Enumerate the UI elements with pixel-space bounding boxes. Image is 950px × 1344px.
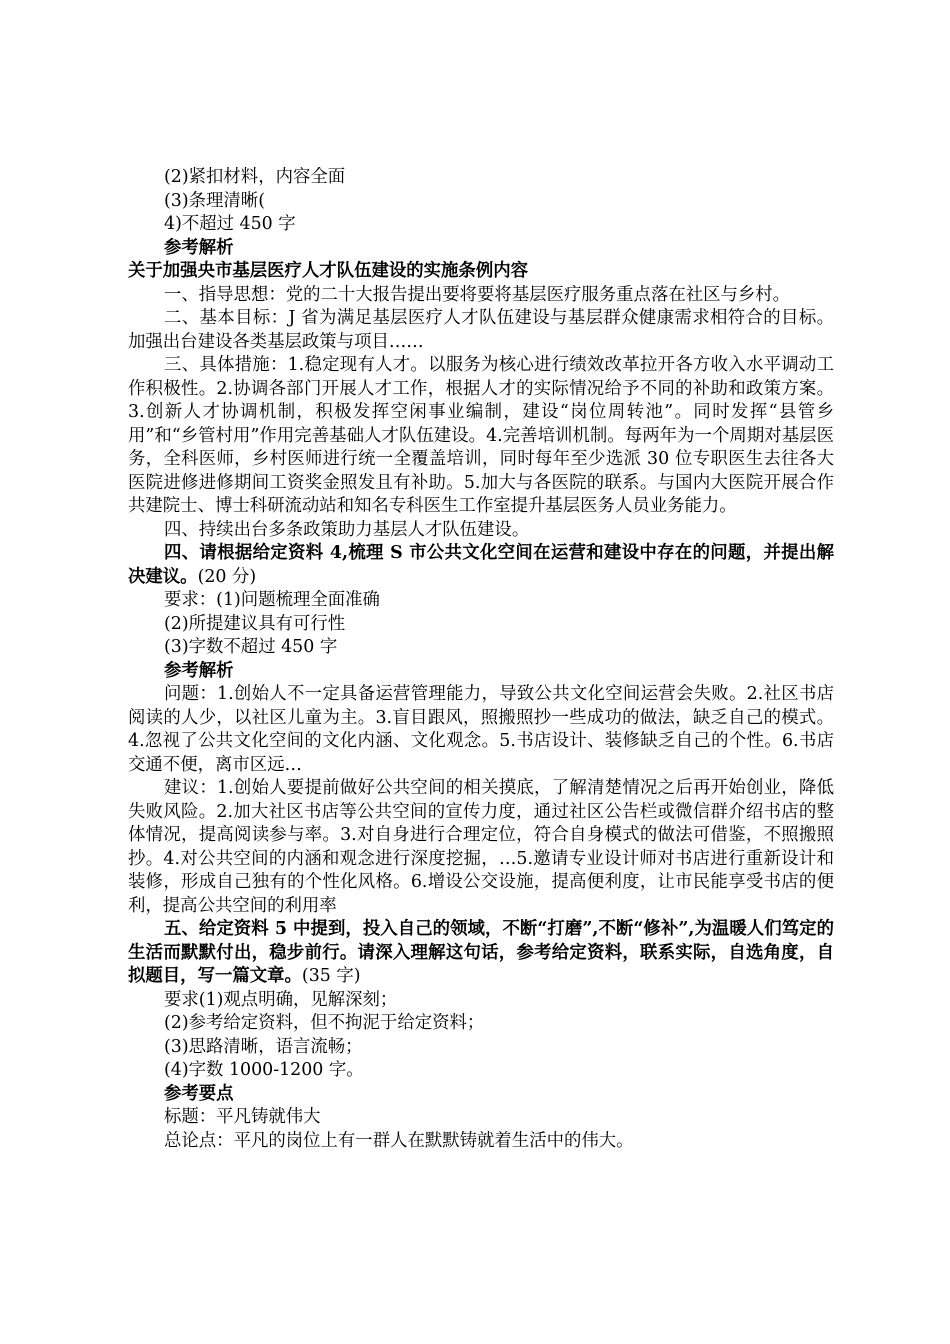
q5-requirement-1: 要求(1)观点明确，见解深刻； — [164, 989, 398, 1010]
q4-requirement-3: (3)字数不超过 450 字 — [164, 637, 338, 657]
section-continued-policy: 四、持续出台多条政策助力基层人才队伍建设。 — [164, 519, 530, 540]
section-basic-goal: 二、基本目标：J 省为满足基层医疗人才队伍建设与基层群众健康需求相符合的目标。加强出台建设各类基层政策与项目…… — [128, 308, 834, 352]
reference-analysis-heading: 参考解析 — [164, 237, 234, 258]
question-4-text: 四、请根据给定资料 4,梳理 S 市公共文化空间在运营和建设中存在的问题，并提出解决建议。 — [128, 543, 834, 587]
problems-paragraph: 问题：1.创始人不一定具备运营管理能力，导致公共文化空间运营会失败。2.社区书店阅读的人少，以社区儿童为主。3.盲目跟风，照搬照抄一些成功的做法，缺乏自己的模式。4.忽视了公共文化空间的文化内涵、文化观念。5.书店设计、装修缺乏自己的个性。6.书店交通不便，离市区远… — [128, 684, 834, 775]
q5-requirement-4: (4)字数 1000-1200 字。 — [164, 1060, 364, 1080]
document-page — [128, 166, 834, 1153]
section-guiding-thought: 一、指导思想：党的二十大报告提出要将要将基层医疗服务重点落在社区与乡村。 — [164, 284, 791, 305]
suggestions-paragraph: 建议：1.创始人要提前做好公共空间的相关摸底，了解清楚情况之后再开始创业，降低失败风险。2.加大社区书店等公共空间的宣传力度，通过社区公告栏或微信群介绍书店的整体情况，提高阅读参与率。3.对自身进行合理定位，符合自身模式的做法可借鉴，不照搬照抄。4.对公共空间的内涵和观念进行深度挖掘，…5.邀请专业设计师对书店进行重新设计和装修，形成自己独有的个性化风格。6.增设公交设施，提高便利度，让市民能享受书店的便利，提高公共空间的利用率 — [128, 778, 834, 916]
q5-requirement-2: (2)参考给定资料，但不拘泥于给定资料； — [164, 1013, 485, 1033]
requirement-3: (3)条理清晰( — [164, 190, 265, 211]
reference-analysis-heading-2: 参考解析 — [164, 660, 234, 681]
question-5-text: 五、给定资料 5 中提到，投入自己的领域，不断“打磨”,不断“修补”,为温暖人们笃定的生活而默默付出，稳步前行。请深入理解这句话，参考给定资料，联系实际，自选角度，自拟题目，写一篇文章。 — [128, 919, 834, 986]
q5-requirement-3: (3)思路清晰，语言流畅； — [164, 1036, 363, 1057]
document-title: 关于加强央市基层医疗人才队伍建设的实施条例内容 — [128, 261, 528, 281]
question-4 — [128, 542, 834, 589]
requirement-2: (2)紧扣材料，内容全面 — [164, 167, 346, 187]
requirement-4: 4)不超过 450 字 — [164, 214, 296, 234]
q4-requirement-2: (2)所提建议具有可行性 — [164, 613, 346, 634]
section-specific-measures: 三、具体措施：1.稳定现有人才。以服务为核心进行绩效改革拉开各方收入水平调动工作积极性。2.协调各部门开展人才工作，根据人才的实际情况给予不同的补助和政策方案。3.创新人才协调机制，积极发挥空闲事业编制，建设“岗位周转池”。同时发挥“县管乡用”和“乡管村用”作用完善基础人才队伍建设。4.完善培训机制。每两年为一个周期对基层医务，全科医师，乡村医师进行统一全覆盖培训，同时每年至少选派 30 位专职医生去往各大医院进修进修期间工资奖金照发且有补助。5.加大与各医院的联系。与国内大医院开展合作共建院士、博士科研流动站和知名专科医生工作室提升基层医务人员业务能力。 — [128, 355, 834, 516]
q4-requirement-1: 要求：(1)问题梳理全面准确 — [164, 590, 380, 610]
question-5-score: (35 字) — [301, 966, 361, 986]
essay-title: 标题：平凡铸就伟大 — [164, 1107, 321, 1127]
thesis-statement: 总论点：平凡的岗位上有一群人在默默铸就着生活中的伟大。 — [164, 1130, 634, 1151]
reference-points-heading: 参考要点 — [164, 1083, 234, 1104]
question-4-score: (20 分) — [197, 566, 257, 587]
question-5 — [128, 918, 834, 989]
